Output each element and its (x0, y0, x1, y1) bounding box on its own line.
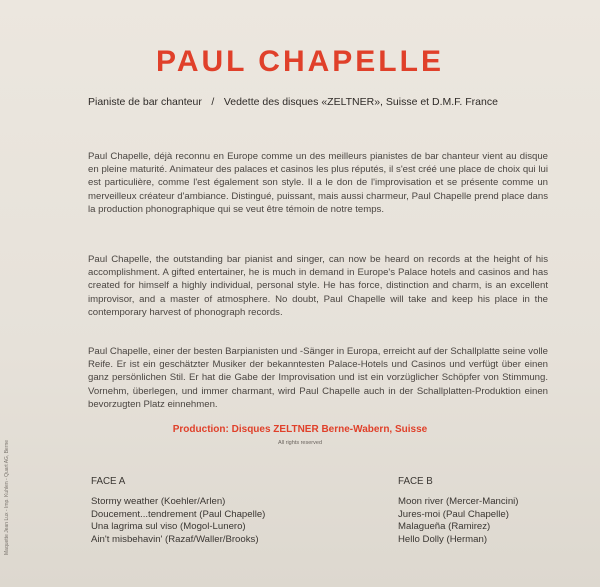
paragraph-english: Paul Chapelle, the outstanding bar pianist and singer, can now be heard on records at the height of his accomplishment. A gifted entertainer, he is much in demand in Europe's Palace hotels and casinos and has created for himself a highly individual, personal style. He has force, distinction and charm, is an excellent improvisor, and a master of atmosphere. No doubt, Paul Chapelle will take and keep his place in the contemporary harvest of phonograph records. (88, 253, 548, 319)
artist-subtitle (88, 96, 548, 108)
face-b-tracklist (398, 496, 518, 546)
face-a-label: FACE A (91, 476, 126, 487)
track-item: Doucement...tendrement (Paul Chapelle) (91, 508, 266, 520)
subtitle-separator: / (211, 96, 215, 108)
subtitle-role: Pianiste de bar chanteur (88, 96, 202, 108)
track-item: Ain't misbehavin' (Razaf/Waller/Brooks) (91, 533, 259, 545)
track-item: Moon river (Mercer-Mancini) (398, 496, 519, 507)
track-item: Hello Dolly (Herman) (398, 533, 488, 545)
printer-credit: Maquette Jean Lux - Imp. Kuhlen - Quart AG, Berne (4, 439, 10, 555)
paragraph-french: Paul Chapelle, déjà reconnu en Europe comme un des meilleurs pianistes de bar chanteur vient au disque en pleine maturité. Animateur des palaces et casinos les plus réputés, il s'est créé une place de choix qui lui est particulière, comme l'est également son style. Il a le don de l'improvisation et se présente comme un merveilleux créateur d'ambiance. Distingué, puissant, mais aussi charmeur, Paul Chapelle prend place dans la production phonographique qui se veut être témoin de notre temps. (88, 150, 548, 216)
face-a-tracklist (91, 496, 265, 546)
track-item: Stormy weather (Koehler/Arlen) (91, 496, 226, 507)
track-item: Una lagrima sul viso (Mogol-Lunero) (91, 521, 246, 532)
artist-title: PAUL CHAPELLE (156, 45, 444, 78)
paragraph-german: Paul Chapelle, einer der besten Barpianisten und -Sänger in Europa, erreicht auf der Schallplatte seine volle Reife. Er ist ein geschätzter Musiker der bekanntesten Palace-Hotels und Casinos und verfügt über einen ganz persönlichen Stil. Er hat die Gabe der Improvisation und ist ein vorzüglicher Schöpfer von Stimmung. Vornehm, überlegen, und immer charmant, wird Paul Chapelle auch in der Schallplatten-Produktion einen bevorzugten Platz einnehmen. (88, 345, 548, 411)
track-item: Jures-moi (Paul Chapelle) (398, 508, 509, 520)
face-b-label: FACE B (398, 476, 433, 487)
rights-notice: All rights reserved (277, 440, 323, 446)
production-credit: Production: Disques ZELTNER Berne-Wabern, Suisse (172, 424, 428, 435)
subtitle-label: Vedette des disques «ZELTNER», Suisse et D.M.F. France (223, 96, 498, 108)
track-item: Malagueña (Ramirez) (398, 521, 491, 532)
